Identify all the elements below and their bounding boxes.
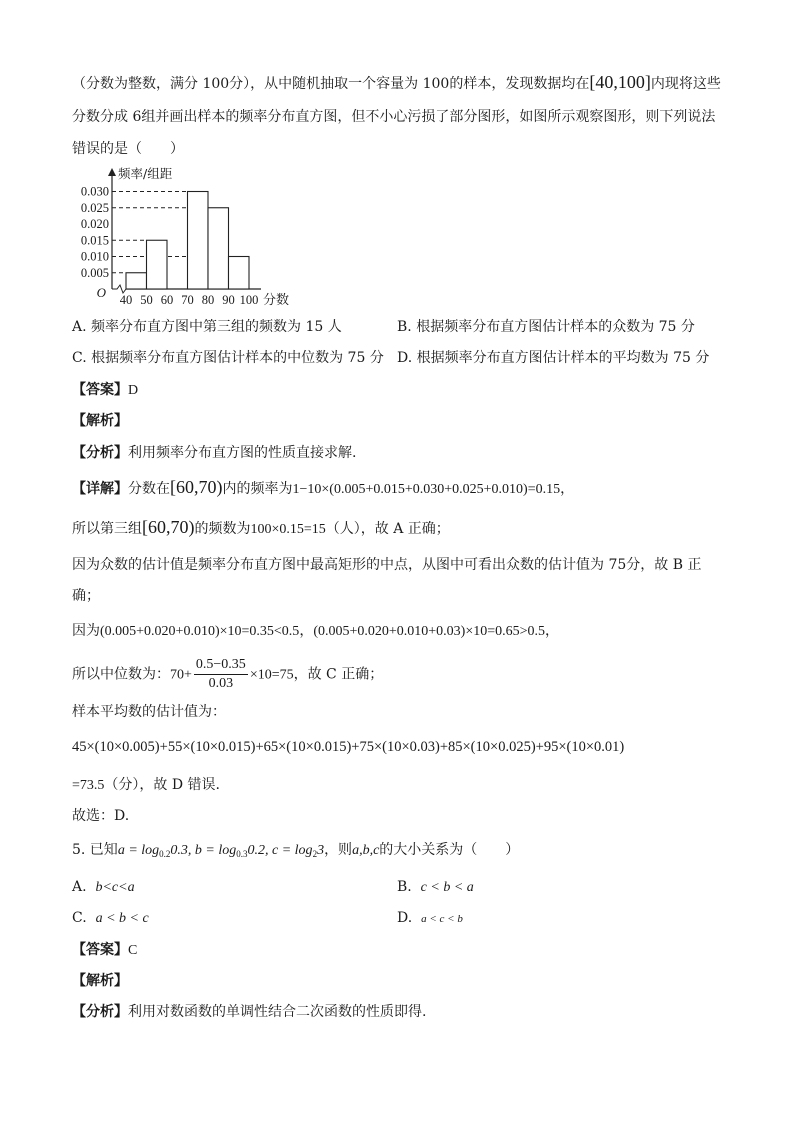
y-tick-label: 0.020 [80,217,109,231]
q4-detail-line-4: 确； [72,588,100,604]
y-axis-arrow [108,168,116,176]
histogram-bar [126,273,147,289]
frequency-histogram [60,158,320,308]
q5-stem: 5. 已知$a = \log_{0.2}0.3$, $b = \log_{0.3}0.2$, $c = \log_23$，则a,b,c的大小关系为（ ） [72,842,520,859]
q4-detail-line-9: =73.5（分），故 D 错误. [72,777,220,793]
q4-option-b: B. 根据频率分布直方图估计样本的众数为 75 分 [397,319,695,335]
histogram-bar [229,257,250,290]
x-tick-label: 70 [181,293,194,307]
interval-40-100: [40,100] [589,72,651,92]
q5-option-a: A. b<c<a [72,879,135,895]
x-tick-label: 40 [119,293,133,307]
q4-choice: 故选：D. [72,808,130,824]
q4-detail-line-1: 【详解】分数在[60,70)内的频率为1−10×(0.005+0.015+0.030+0.025+0.010)=0.15， [72,477,575,497]
q5-option-b: B. c < b < a [397,879,474,895]
histogram-bar [147,240,168,289]
x-tick-label: 50 [140,293,153,307]
q4-option-c: C. 根据频率分布直方图估计样本的中位数为 75 分 [72,350,384,366]
q5-option-c: C. a < b < c [72,910,149,926]
q5-fenxi: 【分析】利用对数函数的单调性结合二次函数的性质即得. [72,1004,427,1020]
y-tick-label: 0.010 [80,249,109,264]
x-tick-label: 90 [222,293,235,307]
x-tick-label: 60 [160,293,174,307]
x-tick-label: 100 [239,293,259,307]
formula-third-group-freq: 1−10×(0.005+0.015+0.030+0.025+0.010)=0.15 [292,482,561,497]
y-tick-label: 0.030 [80,184,109,199]
formula-mean-estimate: 45×(10×0.005)+55×(10×0.015)+65×(10×0.015)+75×(10×0.03)+85×(10×0.025)+95×(10×0.01) [72,739,625,755]
intro-line-1: （分数为整数，满分 100分），从中随机抽取一个容量为 100的样本，发现数据均在[40,100]内现将这些 [72,72,721,92]
q5-option-d: D. a < c < b [397,910,463,926]
x-axis-break [112,285,126,293]
y-tick-label: 0.015 [80,233,109,248]
x-tick-label: 80 [201,293,215,307]
q5-answer: 【答案】C [72,942,138,958]
q4-fenxi: 【分析】利用频率分布直方图的性质直接求解. [72,445,357,461]
q4-answer: 【答案】D [72,382,139,398]
intro-line-3: 错误的是（ ） [72,141,184,157]
q4-detail-line-7: 样本平均数的估计值为： [72,704,226,720]
origin-label: O [96,285,106,300]
y-tick-label: 0.025 [80,200,109,215]
q4-detail-line-2: 所以第三组[60,70)的频数为100×0.15=15（人），故 A 正确； [72,517,450,537]
median-fraction: $\frac{0.5-0.35}{0.03}$ [195,657,246,691]
histogram-bar [208,208,229,289]
q4-detail-line-6: 所以中位数为：70+ $\frac{0.5-0.35}{0.03}$ ×10=75，故 C 正确； [72,657,384,691]
q4-option-d: D. 根据频率分布直方图估计样本的平均数为 75 分 [397,350,710,366]
x-axis-title: 分数 [263,293,290,308]
y-tick-label: 0.005 [80,265,109,280]
y-axis-title: 频率/组距 [118,166,173,181]
q4-jiexi-heading: 【解析】 [72,413,128,429]
q5-jiexi-heading: 【解析】 [72,973,128,989]
histogram-bar [188,192,209,290]
intro-line-2: 分数分成 6组并画出样本的频率分布直方图，但不小心污损了部分图形，如图所示观察图形，则下列说法 [72,109,716,125]
q4-option-a: A. 频率分布直方图中第三组的频数为 15 人 [72,319,342,335]
q4-detail-line-5: 因为(0.005+0.020+0.010)×10=0.35<0.5，(0.005+0.020+0.010+0.03)×10=0.65>0.5， [72,623,560,639]
q4-detail-line-3: 因为众数的估计值是频率分布直方图中最高矩形的中点，从图中可看出众数的估计值为 75分，故 B 正 [72,557,702,573]
